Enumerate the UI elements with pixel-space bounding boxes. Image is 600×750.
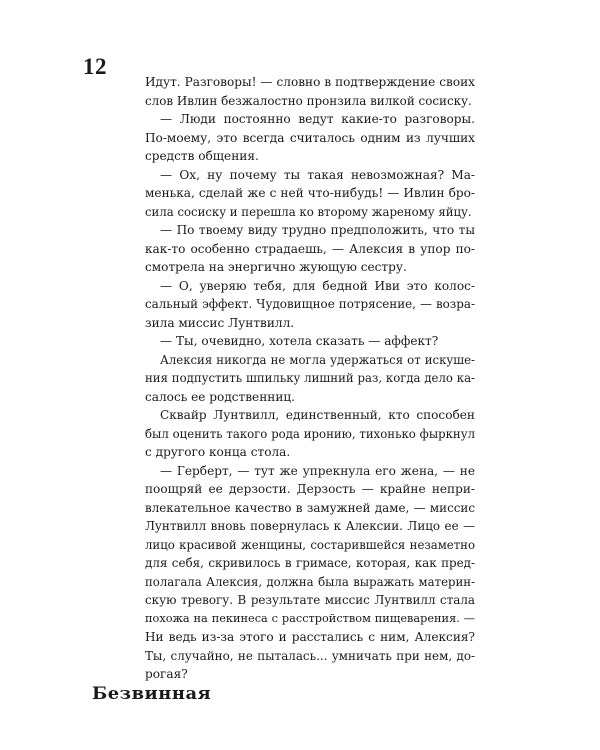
- text-line: Сквайр Лунтвилл, единственный, кто способен: [160, 408, 475, 422]
- body-text: [145, 73, 475, 684]
- text-line: влекательное качество в замужней даме, — миссис: [145, 500, 475, 515]
- text-line: — Люди постоянно ведут какие-то разговоры.: [160, 112, 475, 126]
- text-line: — По твоему виду трудно предположить, что ты: [160, 223, 475, 237]
- page-number: 12: [83, 54, 107, 79]
- text-line: для себя, скривилось в гримасе, которая, как пред-: [145, 556, 475, 570]
- text-line: средств общения.: [145, 149, 259, 163]
- text-line: менька, сделай же с ней что-нибудь! — Ивлин бро-: [145, 186, 475, 200]
- text-line: слов Ивлин безжалостно пронзила вилкой сосиску.: [145, 93, 472, 108]
- text-line: сальный эффект. Чудовищное потрясение, — возра-: [145, 297, 475, 311]
- text-line: скую тревогу. В результате миссис Лунтвилл стала: [145, 593, 475, 607]
- text-line: с другого конца стола.: [145, 445, 291, 459]
- text-line: зила миссис Лунтвилл.: [145, 315, 295, 330]
- text-line: По-моему, это всегда считалось одним из лучших: [145, 130, 475, 145]
- text-line: Ни ведь из-за этого и расстались с ним, Алексия?: [145, 630, 475, 644]
- text-line: рогая?: [145, 667, 188, 681]
- text-line: Идут. Разговоры! — словно в подтверждение своих: [145, 75, 475, 89]
- text-line: — Герберт, — тут же упрекнула его жена, — не: [160, 463, 475, 478]
- text-line: ния подпустить шпильку лишний раз, когда дело ка-: [145, 371, 475, 385]
- text-line: — Ох, ну почему ты такая невозможная? Ма-: [160, 167, 475, 182]
- text-line: смотрела на энергично жующую сестру.: [145, 260, 407, 274]
- text-line: похожа на пекинеса с расстройством пищеварения. —: [145, 611, 475, 625]
- text-line: был оценить такого рода иронию, тихонько фыркнул: [145, 426, 475, 441]
- text-line: сила сосиску и перешла ко второму жареному яйцу.: [145, 204, 472, 219]
- text-line: поощряй ее дерзости. Дерзость — крайне непри-: [145, 482, 475, 496]
- text-line: как-то особенно страдаешь, — Алексия в упор по-: [145, 241, 475, 256]
- text-line: полагала Алексия, должна была выражать материн-: [145, 574, 475, 589]
- text-line: Алексия никогда не могла удержаться от искуше-: [160, 352, 475, 367]
- running-title: Безвинная: [92, 684, 212, 704]
- text-line: Ты, случайно, не пыталась... умничать при нем, до-: [145, 648, 475, 663]
- text-line: Лунтвилл вновь повернулась к Алексии. Лицо ее —: [145, 519, 475, 533]
- text-line: — Ты, очевидно, хотела сказать — аффект?: [160, 334, 439, 348]
- text-line: салось ее родственниц.: [145, 389, 296, 404]
- text-line: лицо красивой женщины, состарившейся незаметно: [145, 537, 475, 552]
- text-line: — О, уверяю тебя, для бедной Иви это колос-: [160, 278, 475, 293]
